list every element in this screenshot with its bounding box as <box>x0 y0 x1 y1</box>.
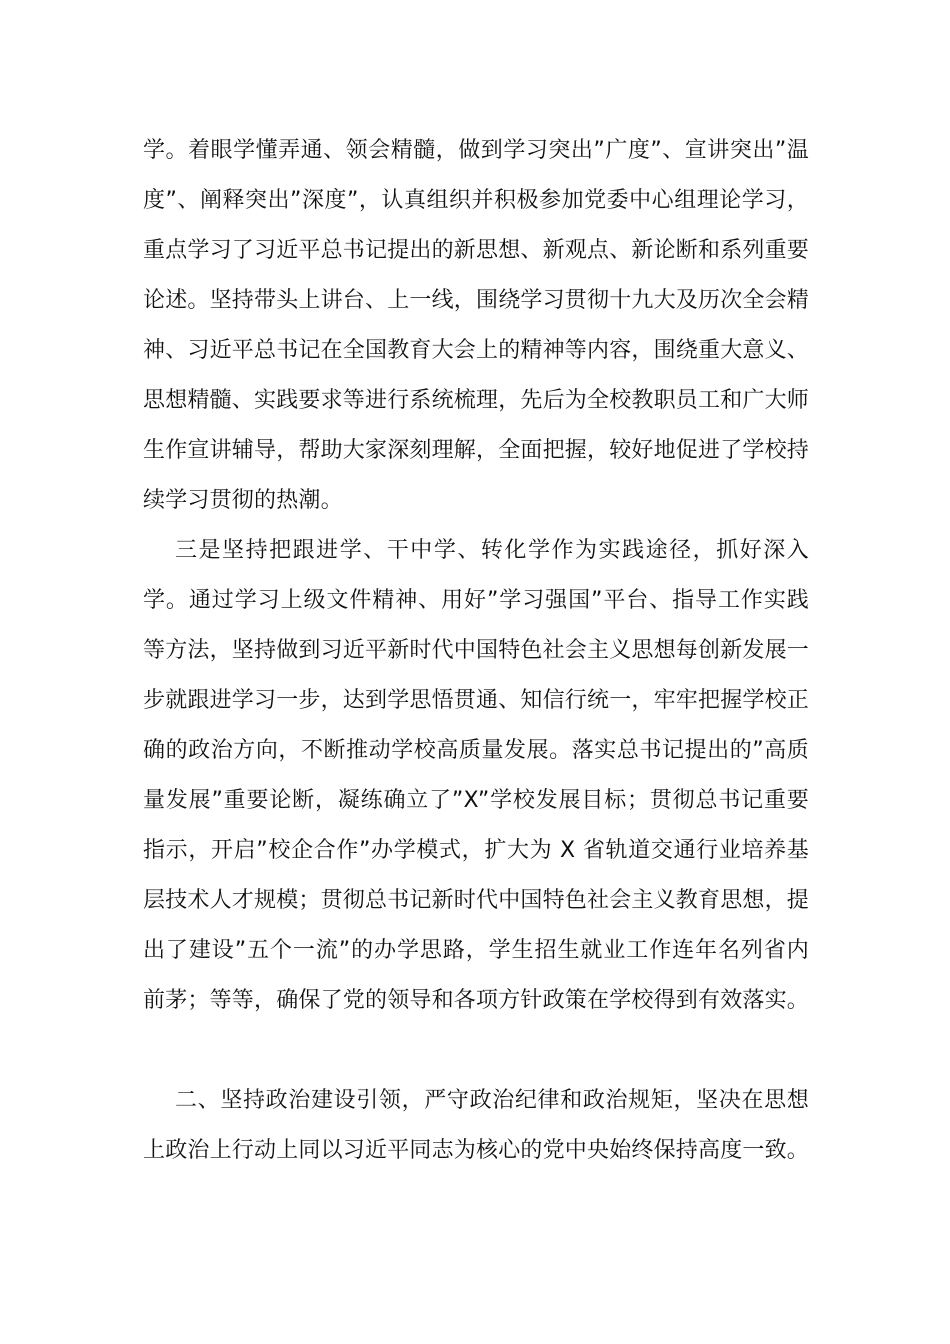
paragraph-1: 学。着眼学懂弄通、领会精髓，做到学习突出”广度”、宣讲突出”温度”、阐释突出”深度”，认真组织并积极参加党委中心组理论学习，重点学习了习近平总书记提出的新思想、新观点、新论断和系列重要论述。坚持带头上讲台、上一线，围绕学习贯彻十九大及历次全会精神、习近平总书记在全国教育大会上的精神等内容，围绕重大意义、思想精髓、实践要求等进行系统梳理，先后为全校教职员工和广大师生作宣讲辅导，帮助大家深刻理解，全面把握，较好地促进了学校持续学习贯彻的热潮。 <box>143 138 810 513</box>
paragraph-2: 三是坚持把跟进学、干中学、转化学作为实践途径，抓好深入学。通过学习上级文件精神、用好”学习强国”平台、指导工作实践等方法，坚持做到习近平新时代中国特色社会主义思想每创新发展一步就跟进学习一步，达到学思悟贯通、知信行统一，牢牢把握学校正确的政治方向，不断推动学校高质量发展。落实总书记提出的”高质量发展”重要论断，凝练确立了”X”学校发展目标；贯彻总书记重要指示，开启”校企合作”办学模式，扩大为 X 省轨道交通行业培养基层技术人才规模；贯彻总书记新时代中国特色社会主义教育思想，提出了建设”五个一流”的办学思路，学生招生就业工作连年名列省内前茅；等等，确保了党的领导和各项方针政策在学校得到有效落实。 <box>143 538 810 1013</box>
paragraph-3: 二、坚持政治建设引领，严守政治纪律和政治规矩，坚决在思想上政治上行动上同以习近平同志为核心的党中央始终保持高度一致。 <box>143 1088 810 1163</box>
